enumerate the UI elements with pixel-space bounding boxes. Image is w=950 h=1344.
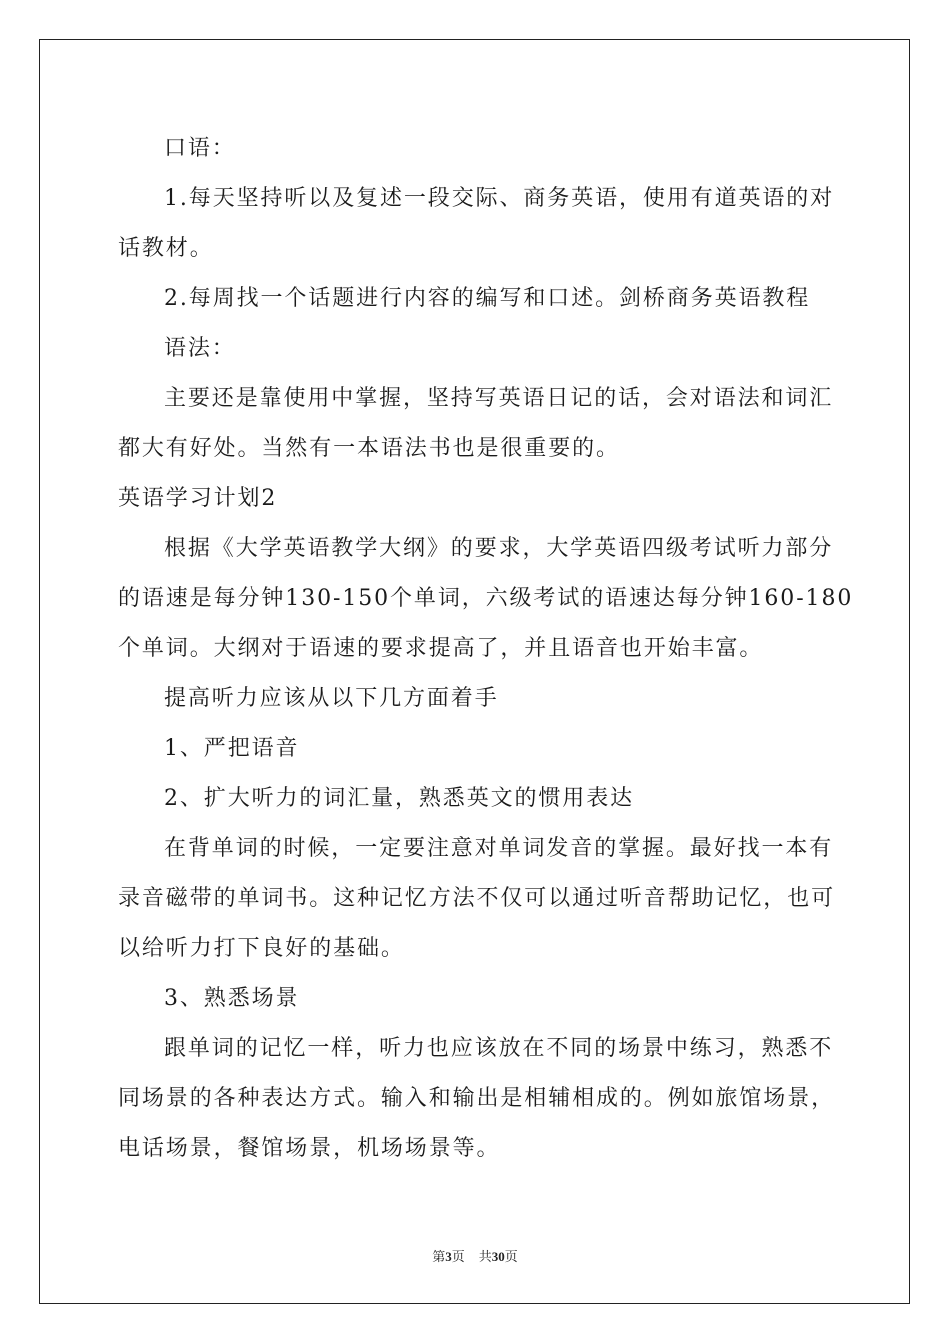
list-item: 2、扩大听力的词汇量，熟悉英文的惯用表达 (164, 786, 634, 811)
paragraph-line: 个单词。大纲对于语速的要求提高了，并且语音也开始丰富。 (118, 636, 764, 661)
total-prefix: 共 (478, 1249, 492, 1264)
section-heading-grammar: 语法： (164, 336, 236, 361)
section-heading-speaking: 口语： (164, 136, 236, 161)
total-suffix: 页 (504, 1249, 518, 1264)
paragraph-line: 2.每周找一个话题进行内容的编写和口述。剑桥商务英语教程 (164, 286, 811, 311)
paragraph-line: 根据《大学英语教学大纲》的要求，大学英语四级考试听力部分 (164, 536, 834, 561)
page-number: 3 (445, 1249, 452, 1264)
page-suffix: 页 (451, 1249, 465, 1264)
paragraph-line: 在背单词的时候，一定要注意对单词发音的掌握。最好找一本有 (164, 836, 834, 861)
paragraph-line: 以给听力打下良好的基础。 (118, 936, 405, 961)
paragraph-line: 都大有好处。当然有一本语法书也是很重要的。 (118, 436, 620, 461)
list-item: 1、严把语音 (164, 736, 300, 761)
page-footer (0, 1248, 950, 1266)
paragraph-line: 提高听力应该从以下几方面着手 (164, 686, 499, 711)
paragraph-line: 1.每天坚持听以及复述一段交际、商务英语，使用有道英语的对 (164, 186, 835, 211)
paragraph-line: 同场景的各种表达方式。输入和输出是相辅相成的。例如旅馆场景， (118, 1086, 836, 1111)
paragraph-line: 电话场景，餐馆场景，机场场景等。 (118, 1136, 501, 1161)
total-pages: 30 (491, 1249, 505, 1264)
paragraph-line: 的语速是每分钟130-150个单词，六级考试的语速达每分钟160-180 (118, 586, 854, 611)
page-border (39, 39, 910, 1304)
list-item: 3、熟悉场景 (164, 986, 300, 1011)
section-title: 英语学习计划2 (118, 486, 278, 511)
page-prefix: 第 (432, 1249, 446, 1264)
paragraph-line: 话教材。 (118, 236, 214, 261)
paragraph-line: 录音磁带的单词书。这种记忆方法不仅可以通过听音帮助记忆，也可 (118, 886, 836, 911)
paragraph-line: 主要还是靠使用中掌握，坚持写英语日记的话，会对语法和词汇 (164, 386, 834, 411)
paragraph-line: 跟单词的记忆一样，听力也应该放在不同的场景中练习，熟悉不 (164, 1036, 834, 1061)
